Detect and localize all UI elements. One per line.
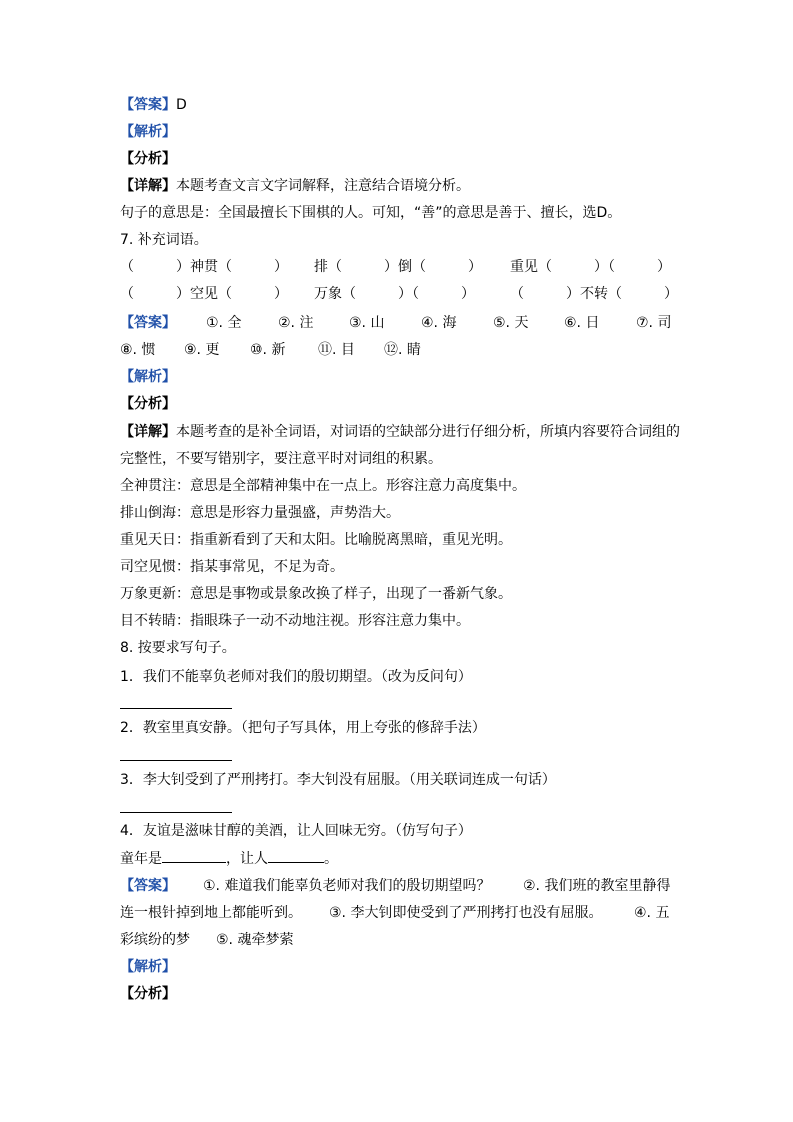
idiom-explanation: 司空见惯：指某事常见，不足为奇。 xyxy=(120,559,344,575)
fill-blank-item: （ ）空见（ ） xyxy=(120,286,288,302)
answer-item: ③. 李大钊即使受到了严刑拷打也没有屈服。 xyxy=(329,905,603,921)
idiom-explanation: 目不转睛：指眼珠子一动不动地注视。形容注意力集中。 xyxy=(120,613,470,629)
answer-item: ①. 难道我们能辜负老师对我们的殷切期望吗？ xyxy=(203,878,491,894)
answer-item: 彩缤纷的梦 xyxy=(120,932,190,948)
sub-question: 4．友谊是滋味甘醇的美酒，让人回味无穷。（仿写句子） xyxy=(120,823,472,839)
fill-blank-item: （ ）不转（ ） xyxy=(510,286,678,302)
answer-tag: 【答案】 xyxy=(120,315,176,331)
sub-question: 1．我们不能辜负老师对我们的殷切期望。（改为反问句） xyxy=(120,669,472,685)
idiom-explanation: 全神贯注：意思是全部精神集中在一点上。形容注意力高度集中。 xyxy=(120,478,526,494)
idiom-explanation: 重见天日：指重新看到了天和太阳。比喻脱离黑暗，重见光明。 xyxy=(120,532,512,548)
answer-item: ⑪. 目 xyxy=(318,342,355,358)
answer-item: ③. 山 xyxy=(349,315,385,331)
answer-item: ⑧. 惯 xyxy=(120,342,156,358)
answer-blank-line xyxy=(120,708,232,709)
fenxi-heading: 【分析】 xyxy=(120,151,176,167)
imitation-line xyxy=(120,848,338,869)
fill-underline xyxy=(268,848,324,863)
answer-item: ④. 五 xyxy=(634,905,670,921)
answer-item: ⑤. 天 xyxy=(493,315,529,331)
fill-blank-item: 万象（ ）（ ） xyxy=(314,286,475,302)
imitation-end: 。 xyxy=(324,851,338,867)
answer-item: ⑤. 魂牵梦萦 xyxy=(216,932,294,948)
fenxi-heading: 【分析】 xyxy=(120,396,176,412)
question-8-title: 8. 按要求写句子。 xyxy=(120,640,236,656)
detail-text: 本题考查文言文字词解释，注意结合语境分析。 xyxy=(176,178,470,194)
jiexi-heading: 【解析】 xyxy=(120,369,176,385)
jiexi-heading: 【解析】 xyxy=(120,959,176,975)
sub-question: 2．教室里真安静。（把句子写具体，用上夸张的修辞手法） xyxy=(120,720,486,736)
fill-underline xyxy=(162,848,226,863)
detail-tag: 【详解】 xyxy=(120,178,176,194)
answer-item: ⑨. 更 xyxy=(184,342,220,358)
imitation-middle: ，让人 xyxy=(226,851,268,867)
jiexi-heading: 【解析】 xyxy=(120,124,176,140)
question-7-title: 7. 补充词语。 xyxy=(120,232,208,248)
answer-line xyxy=(120,95,187,115)
answer-item: 连一根针掉到地上都能听到。 xyxy=(120,905,302,921)
answer-item: ⑩. 新 xyxy=(250,342,286,358)
answer-item: ②. 注 xyxy=(278,315,314,331)
answer-item: ①. 全 xyxy=(206,315,242,331)
answer-item: ④. 海 xyxy=(421,315,457,331)
answer-item: ⑦. 司 xyxy=(636,315,672,331)
detail-line xyxy=(120,422,680,442)
answer-item: ②. 我们班的教室里静得 xyxy=(523,878,671,894)
answer-value: D xyxy=(176,97,187,113)
fenxi-heading: 【分析】 xyxy=(120,986,176,1002)
fill-blank-item: 重见（ ）（ ） xyxy=(510,259,671,275)
answer-tag: 【答案】 xyxy=(120,97,176,113)
sentence-meaning: 句子的意思是：全国最擅长下围棋的人。可知，“善”的意思是善于、擅长，选D。 xyxy=(120,205,622,221)
detail-line xyxy=(120,176,470,196)
detail-text-continued: 完整性，不要写错别字，要注意平时对词组的积累。 xyxy=(120,451,442,467)
answer-blank-line xyxy=(120,760,232,761)
answer-item: ⑫. 睛 xyxy=(384,342,421,358)
answer-tag: 【答案】 xyxy=(120,878,176,894)
imitation-prefix: 童年是 xyxy=(120,851,162,867)
idiom-explanation: 万象更新：意思是事物或景象改换了样子，出现了一番新气象。 xyxy=(120,586,512,602)
detail-tag: 【详解】 xyxy=(120,424,176,440)
fill-blank-item: 排（ ）倒（ ） xyxy=(314,259,482,275)
fill-blank-item: （ ）神贯（ ） xyxy=(120,259,288,275)
answer-blank-line xyxy=(120,812,232,813)
sub-question: 3．李大钊受到了严刑拷打。李大钊没有屈服。（用关联词连成一句话） xyxy=(120,772,556,788)
answer-item: ⑥. 日 xyxy=(564,315,600,331)
detail-text: 本题考查的是补全词语，对词语的空缺部分进行仔细分析，所填内容要符合词组的 xyxy=(176,424,680,440)
idiom-explanation: 排山倒海：意思是形容力量强盛，声势浩大。 xyxy=(120,505,400,521)
